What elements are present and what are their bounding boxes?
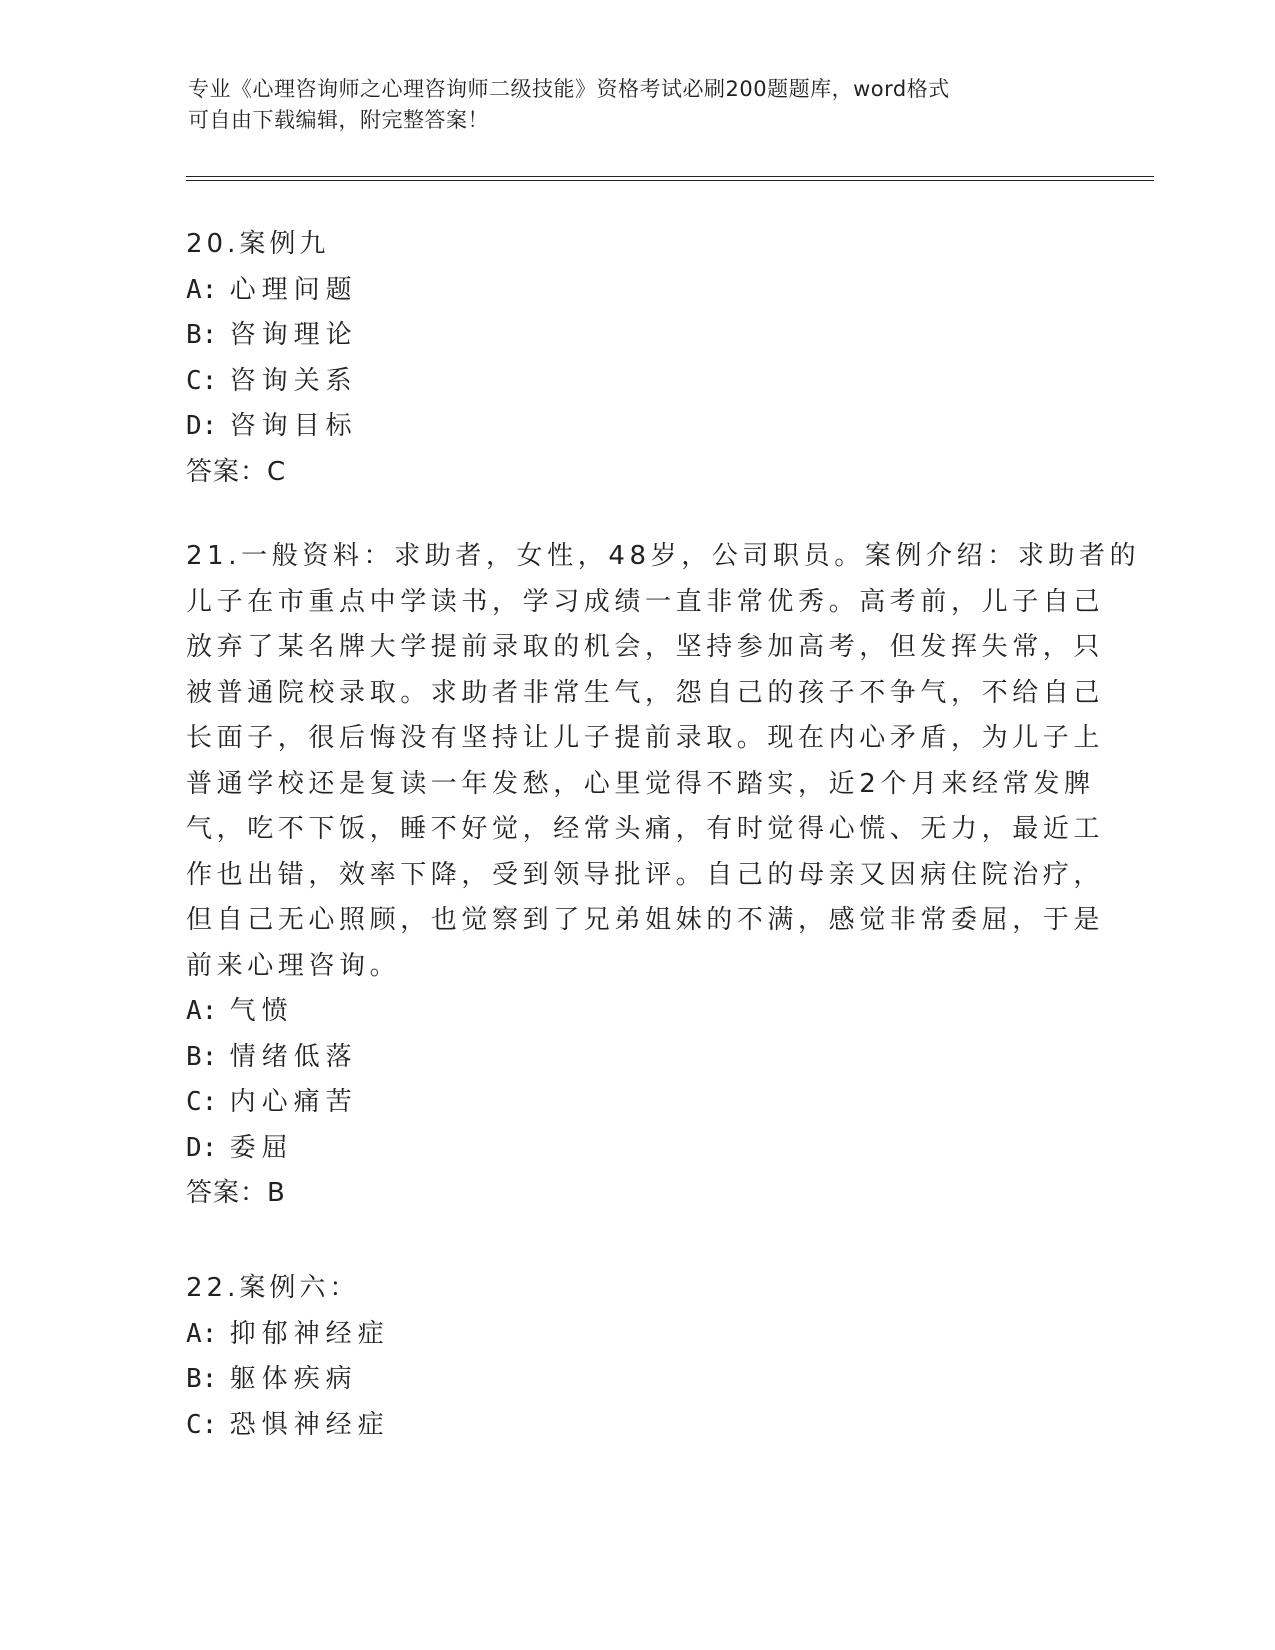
option-b: B: 躯体疾病 [186,1364,358,1394]
stem-line: 作也出错，效率下降，受到领导批评。自己的母亲又因病住院治疗， [186,859,1105,890]
option-b: B: 咨询理论 [186,320,358,350]
option-c: C: 内心痛苦 [186,1087,358,1117]
question-20 [186,222,1086,495]
answer-line: 答案：B [186,1178,286,1208]
stem-line: 气，吃不下饭，睡不好觉，经常头痛，有时觉得心慌、无力，最近工 [186,814,1105,844]
question-stem: 22.案例六： [186,1273,360,1303]
option-a: A: 抑郁神经症 [186,1318,390,1349]
option-d: D: 咨询目标 [186,411,358,441]
header-divider [186,176,1154,181]
question-stem [186,534,1141,989]
stem-line: 普通学校还是复读一年发愁，心里觉得不踏实，近2个月来经常发脾 [186,768,1095,799]
stem-line: 被普通院校录取。求助者非常生气，怨自己的孩子不争气，不给自己 [186,677,1105,708]
option-a: A: 心理问题 [186,274,358,305]
stem-line: 儿子在市重点中学读书，学习成绩一直非常优秀。高考前，儿子自己 [186,586,1105,617]
question-22 [186,1266,1086,1448]
option-b: B: 情绪低落 [186,1041,358,1072]
option-a: A: 气愤 [186,996,294,1026]
option-c: C: 咨询关系 [186,365,358,396]
stem-line: 长面子，很后悔没有坚持让儿子提前录取。现在内心矛盾，为儿子上 [186,723,1105,753]
stem-line: 21.一般资料：求助者，女性，48岁，公司职员。案例介绍：求助者的 [186,541,1141,571]
header-line-1: 专业《心理咨询师之心理咨询师二级技能》资格考试必刷200题题库，word格式 [188,77,950,101]
answer-line: 答案：C [186,456,287,487]
stem-line: 但自己无心照顾，也觉察到了兄弟姐妹的不满，感觉非常委屈，于是 [186,905,1105,935]
option-d: D: 委屈 [186,1132,294,1163]
stem-line: 前来心理咨询。 [186,950,401,981]
document-header [188,74,1088,136]
question-21 [186,534,1141,1217]
option-c: C: 恐惧神经症 [186,1409,390,1440]
header-line-2: 可自由下载编辑，附完整答案！ [188,108,489,132]
stem-line: 放弃了某名牌大学提前录取的机会，坚持参加高考，但发挥失常，只 [186,632,1105,662]
question-stem: 20.案例九 [186,229,330,259]
